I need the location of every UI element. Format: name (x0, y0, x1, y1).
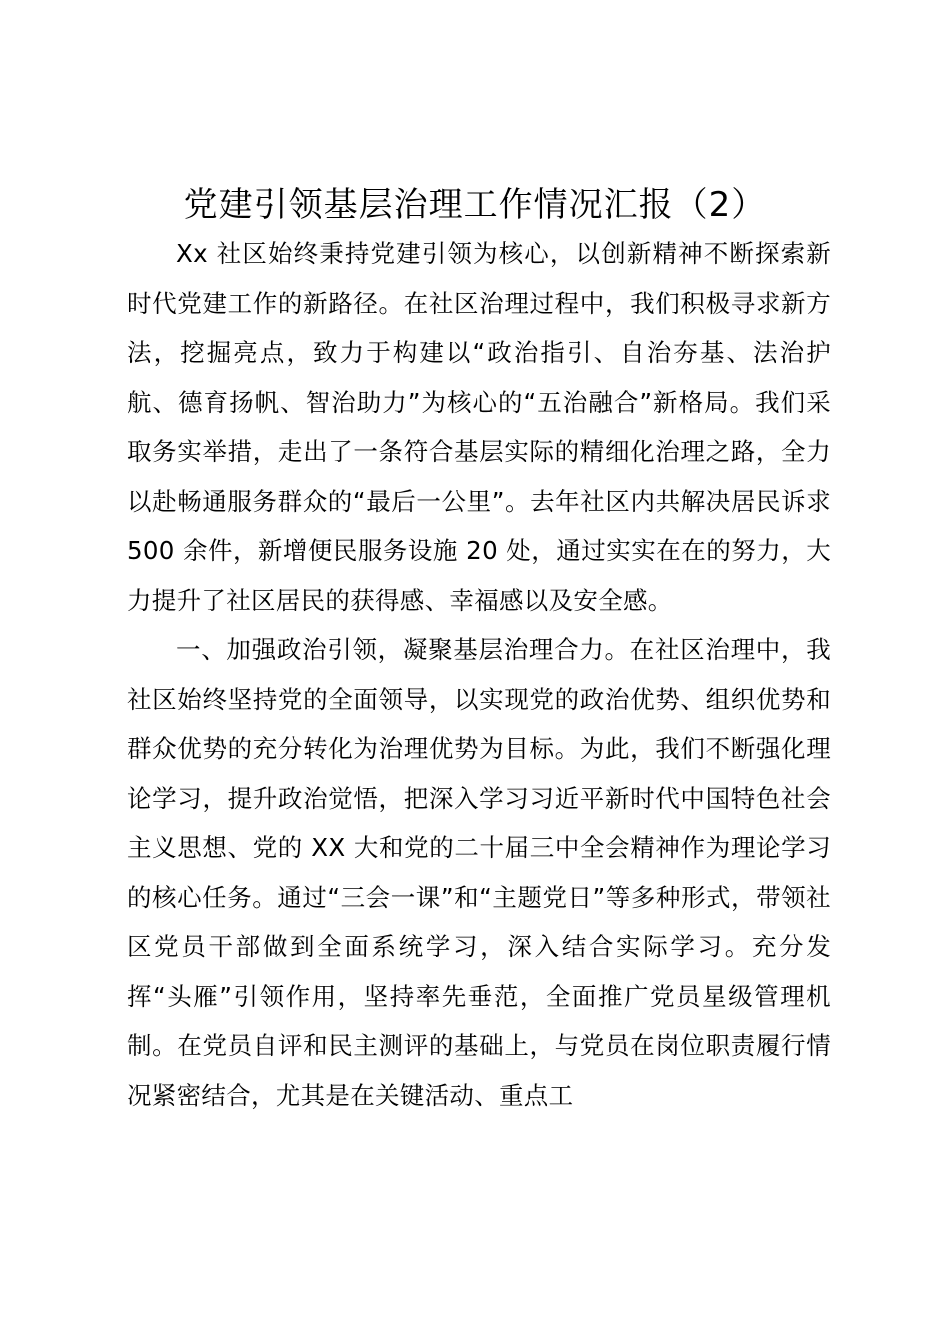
document-body (127, 229, 831, 1120)
paragraph-intro: Xx 社区始终秉持党建引领为核心，以创新精神不断探索新时代党建工作的新路径。在社区治理过程中，我们积极寻求新方法，挖掘亮点，致力于构建以“政治指引、自治夯基、法治护航、德育扬帆、智治助力”为核心的“五治融合”新格局。我们采取务实举措，走出了一条符合基层实际的精细化治理之路，全力以赴畅通服务群众的“最后一公里”。去年社区内共解决居民诉求 500 余件，新增便民服务设施 20 处，通过实实在在的努力，大力提升了社区居民的获得感、幸福感以及安全感。 (127, 239, 831, 615)
paragraph-section-1: 一、加强政治引领，凝聚基层治理合力。在社区治理中，我社区始终坚持党的全面领导，以实现党的政治优势、组织优势和群众优势的充分转化为治理优势为目标。为此，我们不断强化理论学习，提升政治觉悟，把深入学习习近平新时代中国特色社会主义思想、党的 XX 大和党的二十届三中全会精神作为理论学习的核心任务。通过“三会一课”和“主题党日”等多种形式，带领社区党员干部做到全面系统学习，深入结合实际学习。充分发挥“头雁”引领作用，坚持率先垂范，全面推广党员星级管理机制。在党员自评和民主测评的基础上，与党员在岗位职责履行情况紧密结合，尤其是在关键活动、重点工 (127, 635, 831, 1110)
document-title: 党建引领基层治理工作情况汇报（2） (183, 185, 767, 225)
